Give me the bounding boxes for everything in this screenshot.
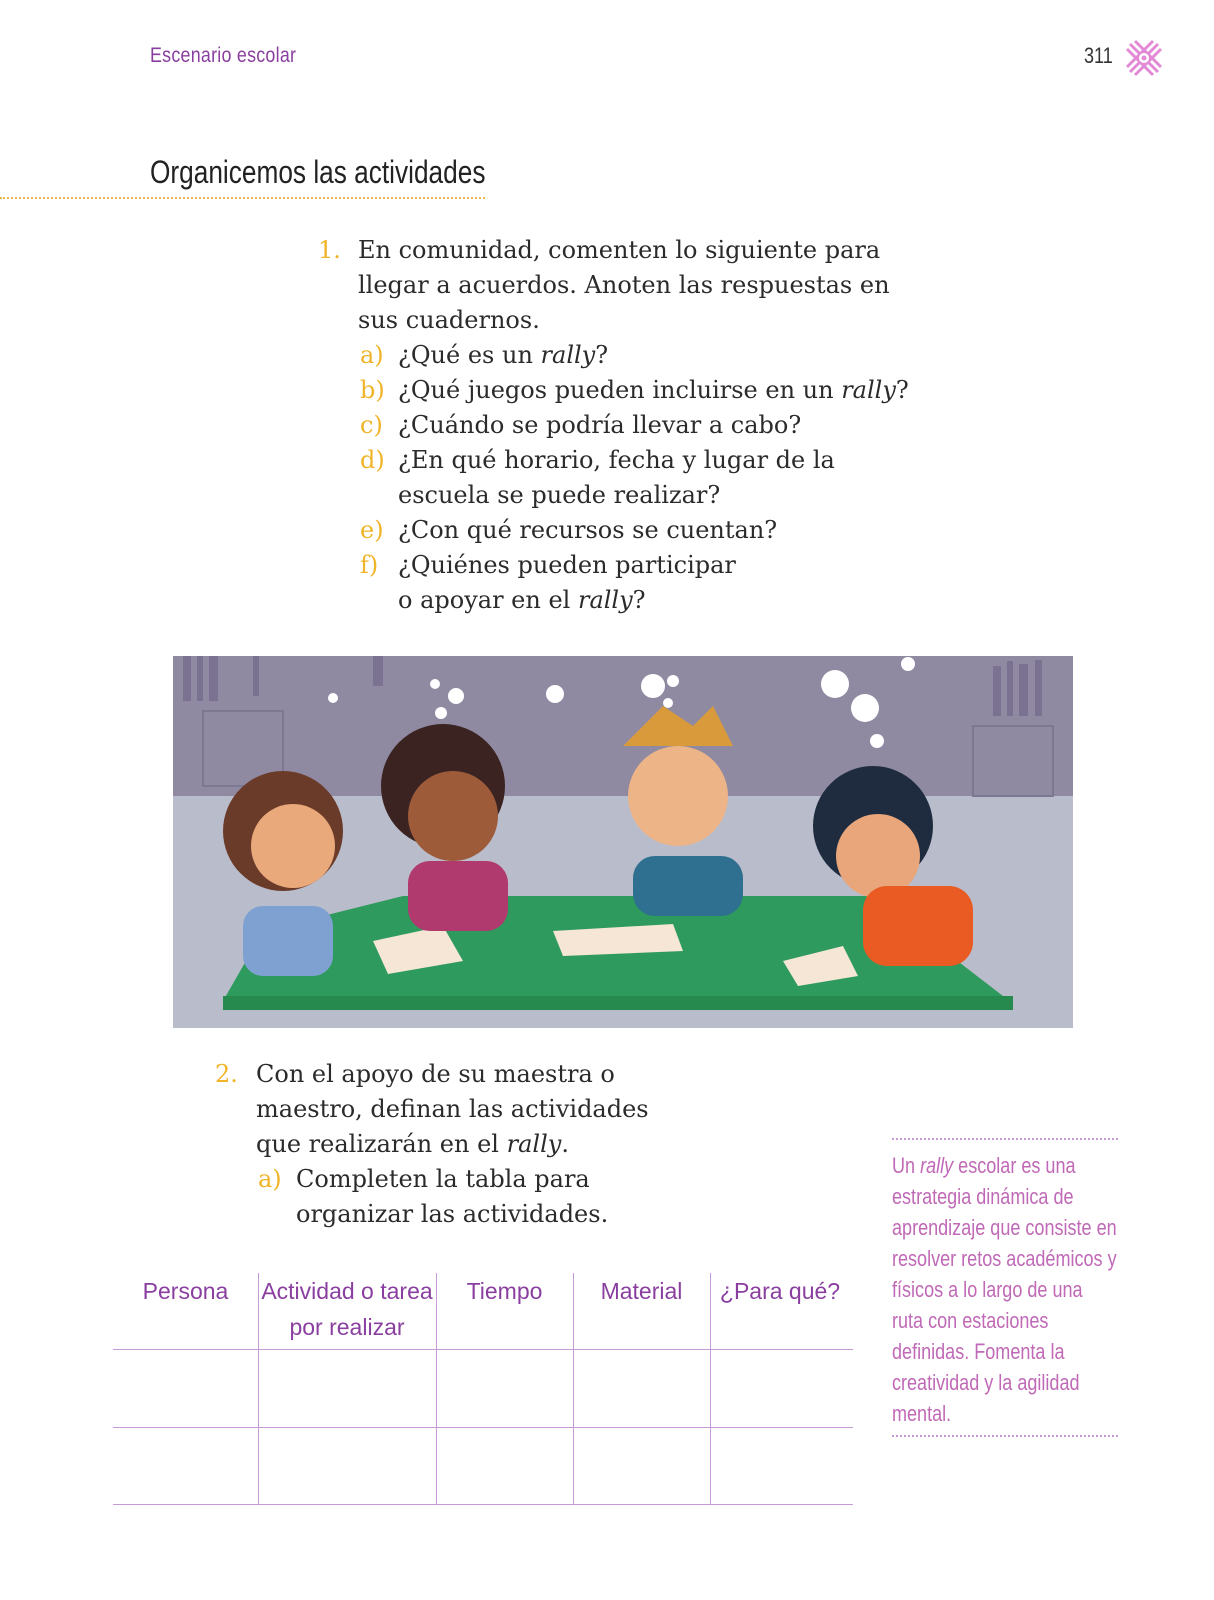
activity-1-text xyxy=(358,233,918,338)
question-f: f) ¿Quiénes pueden participar xyxy=(360,551,736,579)
activity-2 xyxy=(215,1057,238,1092)
col-header-para-que: ¿Para qué? xyxy=(719,1278,841,1304)
question-list xyxy=(360,338,960,618)
activity-1 xyxy=(318,233,341,268)
title-divider xyxy=(0,197,485,199)
question-b: b) ¿Qué juegos pueden incluirse en un rally? xyxy=(360,376,909,404)
question-e: e) ¿Con qué recursos se cuentan? xyxy=(360,516,778,544)
section-title: Organicemos las actividades xyxy=(150,154,486,190)
col-header-tiempo: Tiempo xyxy=(466,1278,543,1304)
running-header: Escenario escolar xyxy=(150,44,297,67)
question-d: d) ¿En qué horario, fecha y lugar de la xyxy=(360,446,835,474)
activity-1-number: 1. xyxy=(318,236,341,264)
question-f-cont: o apoyar en el rally? xyxy=(398,586,646,614)
activity-1-line: En comunidad, comenten lo siguiente para xyxy=(358,236,881,264)
activity-2-number: 2. xyxy=(215,1060,238,1088)
col-header-material: Material xyxy=(600,1278,683,1304)
table-row-rule xyxy=(113,1427,853,1428)
activity-2-line: maestro, definan las actividades xyxy=(256,1095,649,1123)
question-c: c) ¿Cuándo se podría llevar a cabo? xyxy=(360,411,802,439)
note-text: Un rally escolar es una estrategia dinámica de aprendizaje que consiste en resolver retos académicos y físicos a lo largo de una ruta con estaciones definidas. Fomenta la creatividad y la agilidad mental. xyxy=(892,1153,1117,1426)
table-bottom-rule xyxy=(113,1504,853,1505)
pinwheel-icon xyxy=(1124,38,1164,78)
rally-definition-note xyxy=(892,1138,1118,1437)
activity-2-text xyxy=(256,1057,776,1162)
page-number: 311 xyxy=(1084,43,1113,68)
table-row[interactable] xyxy=(113,1429,853,1504)
activity-1-line: llegar a acuerdos. Anoten las respuestas en xyxy=(358,271,890,299)
question-a: a) ¿Qué es un rally? xyxy=(360,341,609,369)
activity-2-line: que realizarán en el rally. xyxy=(256,1130,569,1158)
question-d-cont: escuela se puede realizar? xyxy=(398,481,721,509)
children-at-table-illustration xyxy=(173,656,1073,1028)
activity-2-sub-a-cont: organizar las actividades. xyxy=(296,1200,609,1228)
activity-1-line: sus cuadernos. xyxy=(358,306,540,334)
table-row[interactable] xyxy=(113,1351,853,1426)
col-header-persona: Persona xyxy=(142,1278,229,1304)
activities-table xyxy=(113,1273,853,1505)
activity-2-line: Con el apoyo de su maestra o xyxy=(256,1060,615,1088)
activity-2-sub xyxy=(258,1162,758,1232)
activity-2-sub-a: a) Completen la tabla para xyxy=(258,1165,590,1193)
col-header-actividad: Actividad o tarea por realizar xyxy=(261,1278,433,1340)
table-header-rule xyxy=(113,1349,853,1350)
